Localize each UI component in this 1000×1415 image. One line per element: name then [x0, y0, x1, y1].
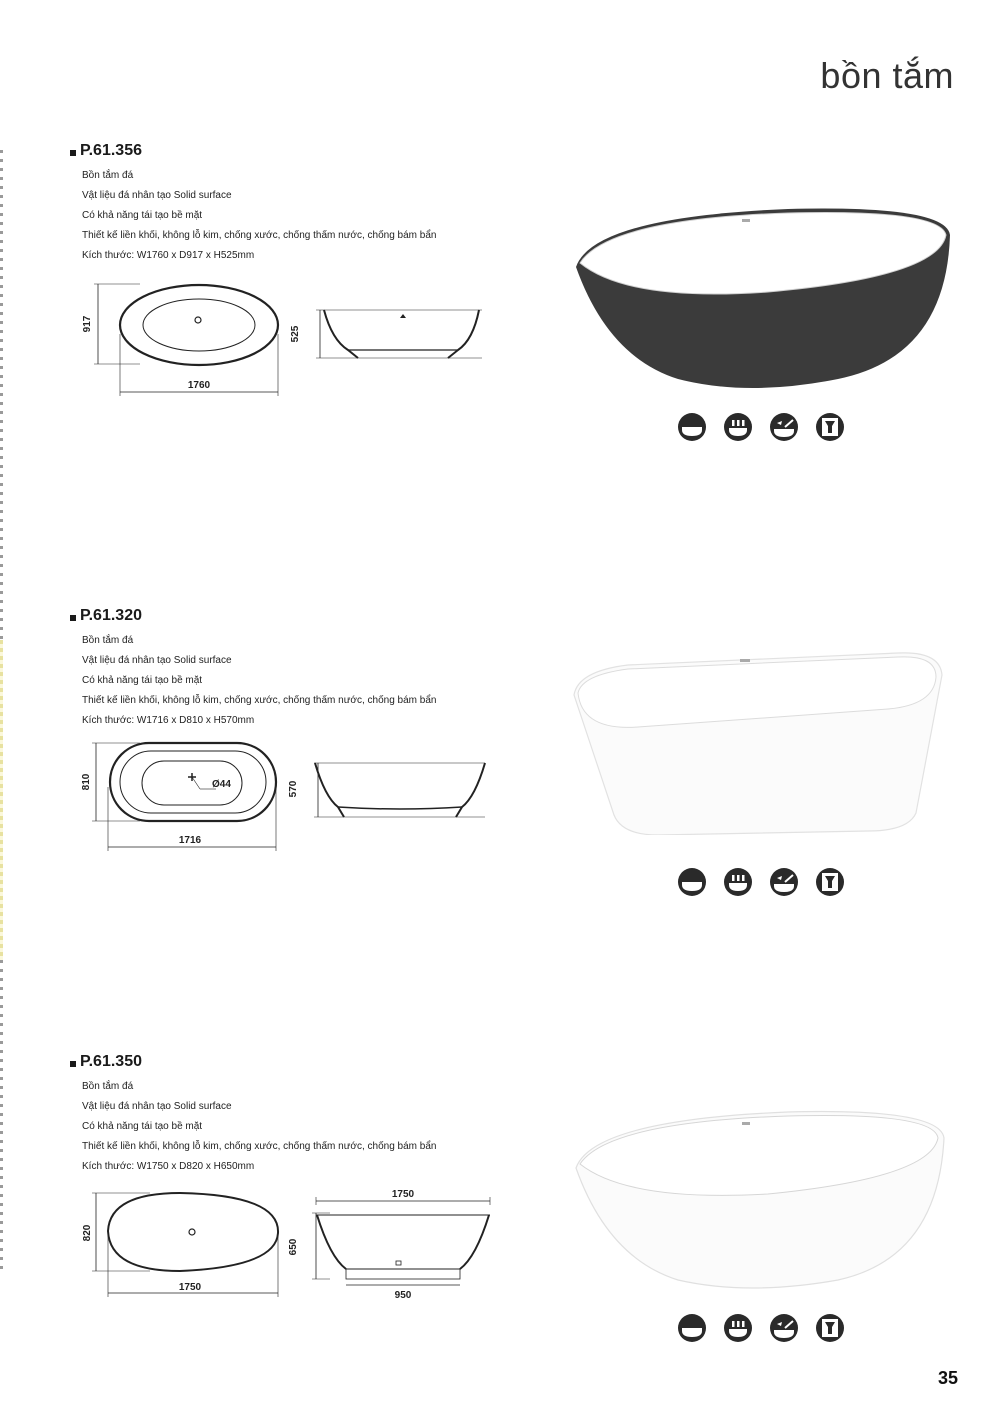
bathtub-cleaning-icon — [769, 412, 799, 442]
desc-line: Có khả năng tái tạo bề mặt — [82, 675, 203, 686]
desc-line: Có khả năng tái tạo bề mặt — [82, 210, 203, 221]
desc-line: Vật liệu đá nhân tạo Solid surface — [82, 1101, 232, 1112]
feature-icons — [677, 412, 845, 442]
desc-line: Thiết kế liền khối, không lỗ kim, chống xước, chống thấm nước, chống bám bẩn — [82, 695, 437, 706]
feature-icons — [677, 1313, 845, 1343]
feature-icons — [677, 867, 845, 897]
product-code: P.61.350 — [70, 1053, 142, 1071]
desc-line: Bồn tắm đá — [82, 635, 134, 646]
technical-drawing — [80, 737, 500, 857]
technical-drawing — [80, 274, 500, 399]
page-title: bồn tắm — [820, 55, 954, 96]
drain-label: Ø44 — [212, 779, 231, 790]
depth-label: 810 — [81, 773, 92, 791]
bathtub-bubbles-icon — [723, 1313, 753, 1343]
product-description — [82, 1077, 436, 1177]
bullet-icon — [70, 1061, 76, 1067]
product-description — [82, 631, 436, 731]
height-label: 650 — [288, 1238, 299, 1256]
top-width-label: 1750 — [391, 1189, 415, 1200]
desc-line: Vật liệu đá nhân tạo Solid surface — [82, 655, 232, 666]
bullet-icon — [70, 615, 76, 621]
desc-line: Có khả năng tái tạo bề mặt — [82, 1121, 203, 1132]
bathtub-icon — [677, 412, 707, 442]
bathtub-cleaning-icon — [769, 867, 799, 897]
side-view — [314, 763, 485, 817]
bathtub-bubbles-icon — [723, 867, 753, 897]
desc-line: Thiết kế liền khối, không lỗ kim, chống xước, chống thấm nước, chống bám bẩn — [82, 230, 437, 241]
width-label: 1760 — [187, 380, 211, 391]
top-view — [94, 284, 278, 396]
product-code: P.61.320 — [70, 607, 142, 625]
bathtub-cleaning-icon — [769, 1313, 799, 1343]
base-width-label: 950 — [394, 1290, 412, 1301]
page-number: 35 — [937, 1368, 958, 1388]
bullet-icon — [70, 150, 76, 156]
bathtub-icon — [677, 867, 707, 897]
depth-label: 917 — [82, 315, 93, 333]
product-photo — [568, 197, 958, 397]
desc-line: Bồn tắm đá — [82, 1081, 134, 1092]
scratch-resistant-icon — [815, 1313, 845, 1343]
desc-line: Kích thước: W1750 x D820 x H650mm — [82, 1161, 255, 1172]
desc-line: Bồn tắm đá — [82, 170, 134, 181]
product-photo — [568, 635, 958, 835]
side-view — [312, 1197, 490, 1285]
desc-line: Kích thước: W1760 x D917 x H525mm — [82, 250, 255, 261]
product-photo — [568, 1098, 958, 1298]
width-label: 1750 — [178, 1282, 202, 1293]
desc-line: Vật liệu đá nhân tạo Solid surface — [82, 190, 232, 201]
product-description — [82, 166, 436, 266]
scratch-resistant-icon — [815, 867, 845, 897]
height-label: 525 — [290, 325, 301, 343]
width-label: 1716 — [178, 835, 202, 846]
page-edge-tab — [0, 640, 3, 960]
product-code: P.61.356 — [70, 142, 142, 160]
desc-line: Thiết kế liền khối, không lỗ kim, chống xước, chống thấm nước, chống bám bẩn — [82, 1141, 437, 1152]
bathtub-bubbles-icon — [723, 412, 753, 442]
desc-line: Kích thước: W1716 x D810 x H570mm — [82, 715, 255, 726]
side-view — [316, 310, 482, 358]
height-label: 570 — [288, 780, 299, 798]
depth-label: 820 — [82, 1224, 93, 1242]
bathtub-icon — [677, 1313, 707, 1343]
technical-drawing — [80, 1181, 500, 1306]
scratch-resistant-icon — [815, 412, 845, 442]
